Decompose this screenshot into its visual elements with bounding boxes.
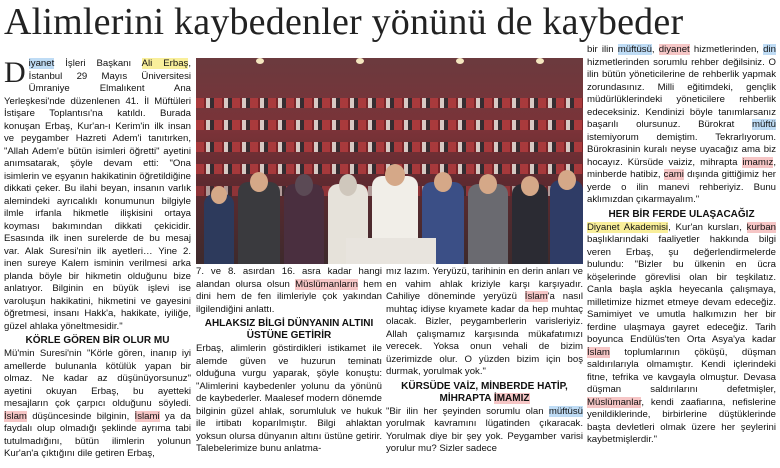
highlight-islam: İslam	[587, 346, 610, 358]
highlight-diyanet: iyanet	[28, 58, 55, 69]
paragraph	[587, 222, 776, 447]
person-head	[479, 174, 497, 194]
person-figure	[550, 180, 583, 264]
person-figure	[238, 182, 280, 264]
paragraph: Erbaş, alimlerin göstirdikleri istikamet ile alemde güven ve huzurun teminatı olduğuna vurgu yaparak, şöyle konuştu: "Alimlerini kaybedenler yolunu da yönünü de kaybederler. Maalesef modern dönemde bilginin güzel ahlak, sorumluluk ve hukuk ile irtibatı koparılmıştır. Bilgi ahlaktan yoksun olursa dünyanın altını üstüne getirir. Talebelerimize bunu anlatma-	[196, 343, 382, 454]
person-head	[211, 186, 227, 204]
person-head	[385, 164, 405, 186]
text-run: ,	[651, 44, 659, 55]
ceiling-light	[356, 58, 364, 64]
text-run: ya da faydalı olup olmadığı şeklinde ayrıma tabi tutulmadığını, bütün ilimlerin yolunun Kur'an'a çıktığını dile getiren Erbaş,	[4, 410, 191, 459]
highlight-din: din	[763, 44, 776, 55]
highlight-imamiz: İMAMIZ	[493, 392, 530, 404]
highlight-name: Ali Erbaş	[141, 58, 189, 69]
highlight-imamiz: imamız	[742, 156, 774, 168]
person-headscarf	[295, 174, 313, 196]
audience-row	[196, 142, 583, 152]
paragraph	[4, 348, 191, 461]
text-run: toplumlarının çöküşü, düşman saldırılarıyla olmamıştır. Kendi içlerindeki fitne, tefrika ve kavgayla olmuştur. Devasa düşman saldırılarını defetmişler,	[587, 346, 776, 395]
text-run: KÜRSÜDE VAİZ, MİNBERDE HATİP, MİHRAPTA	[401, 380, 568, 404]
person-head	[434, 172, 452, 192]
text-run: , minberde hatibiz,	[587, 156, 776, 180]
article-column-2	[196, 266, 382, 466]
highlight-diyanet-akademisi: Diyanet Akademisi	[587, 221, 669, 233]
audience-row	[196, 120, 583, 130]
drop-cap: D	[4, 58, 26, 89]
text-run: hizmetlerinden,	[689, 44, 764, 55]
text-run: 'a nasıl muhtaç idiyse kıyamete kadar da hep muhtaç olacak. Bizler, peygamberlerin varisleriyiz. Allah çalışmamız karşısında mükafatımızı verecek. Yoksa onun vehali de bizim üzerimizde olur. O yüzden bizim için boş durmak, yorulmak yok."	[386, 291, 583, 377]
paragraph	[196, 266, 382, 316]
article-column-4	[587, 44, 776, 466]
article-column-1	[4, 58, 191, 466]
highlight-cami: cami	[663, 169, 684, 180]
person-head	[521, 176, 539, 196]
ceiling-light	[256, 58, 264, 64]
text-run: , Kur'an kursları,	[668, 221, 747, 233]
person-head	[250, 172, 268, 192]
highlight-islam: İslam	[4, 410, 27, 422]
text-run: 7. ve 8. asırdan 16. asra kadar hangi alandan olursa olsun	[196, 266, 382, 290]
highlight-islam: İslam	[524, 291, 548, 302]
highlight-kurban: kurban	[746, 221, 776, 233]
text-run: yorulmak kavramını lügatinden çıkaracak. Yorulmak diye bir şey yok. Peygamber varisi yorulur mu? Sizler sadece	[386, 418, 583, 454]
text-run: dışında gittiğimiz her yerde o ilin manevi rehberiyiz. Bunu aklımızdan çıkarmayalım."	[587, 169, 776, 205]
flower-arrangement	[346, 238, 436, 264]
person-figure	[204, 194, 234, 264]
text-run: Mü'min Suresi'nin "Körle gören, inanıp iyi amellerde bulunanla kötülük yapan bir olmaz. Ne kadar az düşünüyorsunuz" ayetini okuyan Erbaş, bu ayetteki mesajların çok çarpıcı olduğunu söyledi.	[4, 348, 191, 409]
article-column-3	[386, 266, 583, 466]
text-run: hem dini hem de fen ilimleriyle çok yakından ilgilendiğini anlattı.	[196, 278, 382, 315]
paragraph	[386, 266, 583, 379]
ceiling-light	[456, 58, 464, 64]
text-run: düşüncesinde bilginin,	[26, 410, 135, 422]
paragraph	[386, 406, 583, 456]
subheading-kursude-vaiz	[386, 381, 583, 405]
subheading-her-bir-ferde: HER BİR FERDE ULAŞACAĞIZ	[608, 208, 755, 220]
person-figure	[468, 184, 508, 264]
person-figure	[284, 184, 324, 264]
highlight-diyanet: diyanet	[658, 44, 690, 55]
person-figure	[512, 184, 548, 264]
highlight-mufti: müftü	[752, 119, 776, 130]
text-run: mız lazım. Yeryüzü, tarihinin en derin anları ve en vahim ahlak kriziyle karşı karşıyadır. Cahiliye döneminde yeryüzü	[386, 266, 583, 302]
subheading-korle-goren: KÖRLE GÖREN BİR OLUR MU	[25, 335, 170, 346]
text-run: "Bir ilin her şeyinden sorumlu olan	[386, 405, 549, 417]
highlight-muslumanlar: Müslümanlar	[587, 396, 642, 408]
highlight-muftusu: müftüsü	[617, 44, 652, 55]
text-run: bir ilin	[587, 44, 618, 55]
audience-row	[196, 98, 583, 108]
headline: Alimlerini kaybedenler yönünü de kaybeder	[4, 2, 684, 42]
news-photo	[196, 58, 583, 264]
text-run: hizmetlerinden sorumlu rehber değilsiniz. O ilin bütün yöneticilerine de rehberlik yapmak zorundasınız. Milli eğitimdeki, gençlik müdürlüklerindeki yöneticilere rehberlik edeceksiniz. Kendinizi böyle tanımlarsanız başarılı olursunuz. Bürokrat	[587, 56, 776, 130]
paragraph	[587, 44, 776, 207]
person-head	[558, 170, 576, 190]
lead-paragraph	[4, 58, 191, 333]
person-headscarf	[339, 174, 357, 196]
text-run: İşleri Başkanı	[54, 58, 142, 69]
subheading-ahlaksiz-bilgi: AHLAKSIZ BİLGİ DÜNYANIN ALTINI ÜSTÜNE GETİRİR	[204, 318, 374, 341]
highlight-islami: İslami	[134, 410, 160, 422]
highlight-muslumanlar: Müslümanların	[295, 278, 359, 290]
text-run: istemiyorum demiştim. Tekrarlıyorum. Bürokrasinin kuralı neyse uyacağız ama biz hocayız. Kürsüde vaiziz, mihrapta	[587, 131, 776, 168]
highlight-muftusu: müftüsü	[548, 405, 583, 417]
text-run: başlıklarındaki faaliyetler hakkında bilgi veren Erbaş, şu değerlendirmelerde bulundu: "Bizler bu ülkenin en ücra köşelerinde görevlisi olan bir teşkilatız. Canla başla aşkla heyecanla çalışmaya, milletimize hizmet etmeye devam edeceğiz. Samimiyet ve umutla halkımızın her bir ferdine ulaşmaya gayret edeceğiz. Tarih boyunca Endülüs'ten Orta Asya'ya kadar	[587, 234, 776, 345]
text-run: , İstanbul 29 Mayıs Üniversitesi Ümraniye Elmalıkent Ana Yerleşkesi'nde düzenlenen 41. İl Müftüleri İstişare Toplantısı'na katıldı. Burada konuşan Erbaş, Kur'an-ı Kerim'in ilk insan ve peygamber Hazreti Adem'i tanıtırken, "Allah Adem'e bütün isimleri öğretti" ayetini anımsatarak, şöyle devam etti: "Ona isimlerin ve eşyanın hakikatinin öğretildiğine dikkati çeker. Bu ilahi beyan, insanın varlık alemindeki ayrıcalıklı konumunun bilgiyle ilmle irfanla hikmetle ilişkisini ortaya koyması bakımından dikkati çekicidir. Esasında ilk inen surelerde de bu mesaj var. Alak Suresi'nin ilk ayetleri… Yine 2. inen sureye Kalem isminin verilmesi arka planda böyle bir hikmetin olduğunu bize anlatıyor. Bilginin en büyük işlevi ise varoluşun hakikatini, hikmetini ve gayesini öğretmesi, insanı Hakk'a, hakikate, iyiliğe, güzel ahlaka yöneltmesidir."	[4, 58, 191, 332]
text-run: , kendi zaafiarına, nefislerine yenildiklerinde, birbirlerine düştüklerinde başta devletleri olmak üzere her şeylerini kaybetmişlerdir."	[587, 396, 776, 445]
ceiling-light	[536, 58, 544, 64]
